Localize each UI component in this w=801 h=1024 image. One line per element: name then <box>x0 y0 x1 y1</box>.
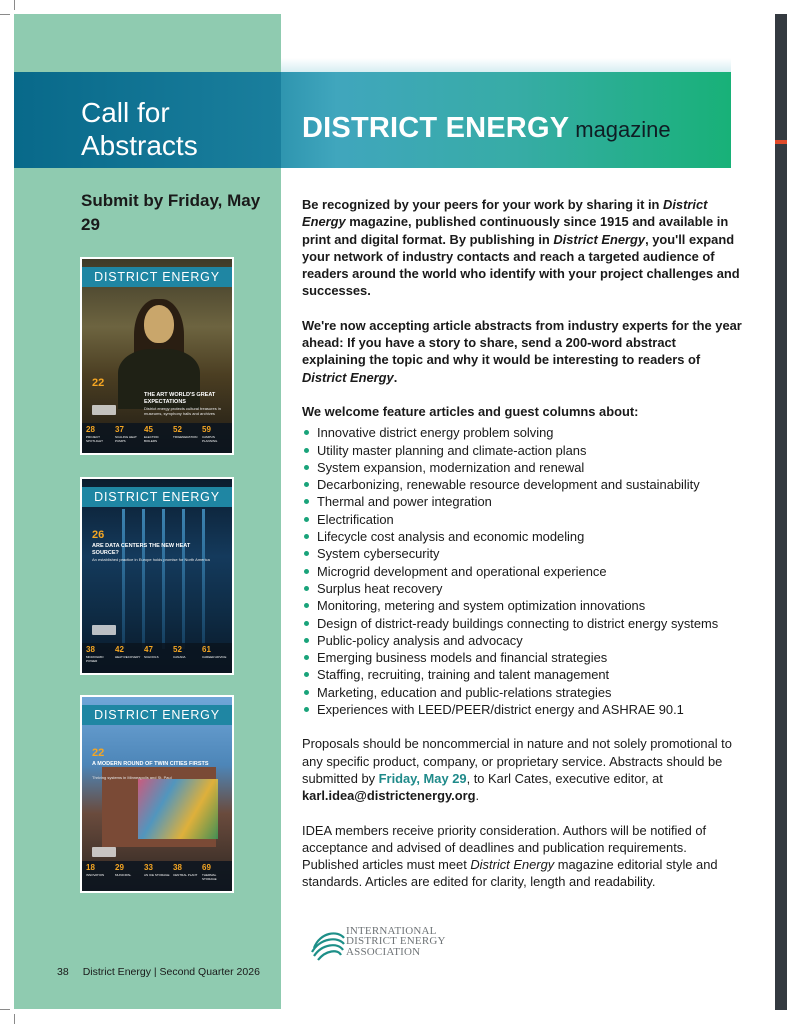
cover-artwork <box>162 509 165 649</box>
publication-name: District Energy <box>302 197 708 230</box>
page-edge-bar <box>775 14 787 1010</box>
publication-name: District Energy <box>553 231 646 247</box>
cover-contents-text: CAREER ADVICE <box>202 655 227 659</box>
cover-contents-item <box>202 863 228 889</box>
cover-feature-title: A MODERN ROUND OF TWIN CITIES FIRSTS <box>92 761 209 767</box>
publication-name: District Energy <box>470 857 555 873</box>
call-for-abstracts-title: Call for Abstracts <box>81 97 198 161</box>
cover-contents-number: 18 <box>86 863 95 872</box>
cover-contents-number: 29 <box>115 863 124 872</box>
page-footer <box>57 966 260 978</box>
topic-item: System expansion, modernization and renewal <box>302 459 742 476</box>
cover-contents-number: 52 <box>173 425 182 434</box>
cover-contents-item <box>86 863 112 889</box>
cover-contents-item <box>202 425 228 451</box>
proposals-text: Proposals should be noncommercial in nature and not solely promotional to any specific product, company, or proprietary service. Abstracts should be submitted by <box>302 736 732 786</box>
cover-feature-number: 26 <box>92 529 105 541</box>
cover-contents-number: 52 <box>173 645 182 654</box>
topic-item: Electrification <box>302 511 742 528</box>
cover-banner: DISTRICT ENERGY <box>82 267 232 287</box>
cover-feature-title: ARE DATA CENTERS THE NEW HEAT SOURCE? <box>92 543 191 556</box>
cover-contents-text: INNOVATION <box>86 873 105 877</box>
cover-contents-text: SCHOOLS <box>144 655 159 659</box>
magazine-title <box>302 112 671 145</box>
topic-item: Monitoring, metering and system optimization innovations <box>302 597 742 614</box>
cover-contents-item <box>144 425 170 451</box>
cover-contents-number: 42 <box>115 645 124 654</box>
cover-contents-item <box>86 645 112 671</box>
cover-contents-item <box>173 863 199 889</box>
topic-item: Public-policy analysis and advocacy <box>302 632 742 649</box>
cover-contents-text: MUNICIPAL <box>115 873 132 877</box>
cover-contents-number: 69 <box>202 863 211 872</box>
intro-text: , you'll expand your network of industry contacts and reach a targeted audience of readers around the world who identify with your project challenges and successes. <box>302 231 740 299</box>
cover-artwork-face <box>144 305 174 343</box>
cover-banner: DISTRICT ENERGY <box>82 705 232 725</box>
cover-contents-strip <box>82 423 232 453</box>
cover-contents-number: 28 <box>86 425 95 434</box>
cover-feature-subtitle: Thriving systems in Minneapolis and St. Paul <box>92 775 172 780</box>
magazine-word: magazine <box>575 117 671 142</box>
crop-mark <box>0 14 10 15</box>
cover-contents-text: CAMPUS PLANNING <box>202 435 218 443</box>
cover-contents-item <box>202 645 228 671</box>
cover-contents-item <box>144 863 170 889</box>
cover-contents-item <box>173 425 199 451</box>
cover-contents-strip <box>82 643 232 673</box>
cover-contents-item <box>173 645 199 671</box>
topic-item: Innovative district energy problem solving <box>302 424 742 441</box>
cover-contents-item <box>86 425 112 451</box>
topic-item: Thermal and power integration <box>302 493 742 510</box>
intro-text: Be recognized by your peers for your work by sharing it in <box>302 197 664 212</box>
cover-feature-title: THE ART WORLD'S GREAT EXPECTATIONS <box>144 392 216 405</box>
magazine-cover <box>80 257 234 455</box>
proposals-text: . <box>475 788 480 804</box>
cover-contents-number: 59 <box>202 425 211 434</box>
cover-contents-number: 47 <box>144 645 153 654</box>
page-number: 38 <box>57 966 69 978</box>
accepting-text: We're now accepting article abstracts from industry experts for the year ahead: If you have a story to share, send a 200-word abstract explaining the topic and why it would be interesting to readers of <box>302 317 742 368</box>
accepting-text: . <box>393 369 398 385</box>
topic-item: Microgrid development and operational experience <box>302 563 742 580</box>
cover-contents-number: 38 <box>86 645 95 654</box>
publication-issue: District Energy | Second Quarter 2026 <box>82 966 260 978</box>
header-fade <box>281 58 731 72</box>
publication-name: District Energy <box>302 369 394 385</box>
cover-feature-number: 22 <box>92 747 105 759</box>
intro-text: magazine, published continuously since 1915 and available in print and digital format. By publishing in <box>302 214 729 247</box>
submit-deadline: Submit by Friday, May 29 <box>81 191 261 234</box>
cover-contents-text: CENTRAL PLANT <box>173 873 198 877</box>
cover-contents-item <box>144 645 170 671</box>
deadline-highlight: Friday, May 29 <box>378 770 467 786</box>
cover-feature-number: 22 <box>92 377 105 389</box>
magazine-cover <box>80 695 234 893</box>
editor-email-link[interactable]: karl.idea@districtenergy.org <box>302 788 476 804</box>
cover-contents-text: MICROGRID POWER <box>86 655 104 663</box>
topic-item: Utility master planning and climate-action plans <box>302 442 742 459</box>
cover-contents-item <box>115 425 141 451</box>
crop-mark <box>14 1014 15 1024</box>
cover-contents-text: PROJECT SPOTLIGHT <box>86 435 104 443</box>
idea-logo-text <box>346 926 446 957</box>
topic-item: System cybersecurity <box>302 545 742 562</box>
logo-line: DISTRICT ENERGY <box>346 935 446 948</box>
cover-feature-subtitle: An established practice in Europe holds promise for North America <box>92 557 210 562</box>
cover-artwork <box>202 509 205 649</box>
cover-contents-text: THERMAL STORAGE <box>202 873 217 881</box>
topic-item: Marketing, education and public-relations strategies <box>302 684 742 701</box>
topics-list <box>302 424 742 718</box>
cover-contents-strip <box>82 861 232 891</box>
cover-artwork-mural <box>138 779 218 839</box>
crop-mark <box>0 1009 10 1010</box>
logo-line: INTERNATIONAL <box>346 925 437 937</box>
cover-logo <box>92 625 116 635</box>
proposals-text: , to Karl Cates, executive editor, at <box>466 770 663 786</box>
cover-contents-item <box>115 863 141 889</box>
cover-contents-text: ELECTRIC BOILERS <box>144 435 159 443</box>
topics-heading: We welcome feature articles and guest columns about: <box>302 403 639 419</box>
cover-contents-number: 61 <box>202 645 211 654</box>
crop-mark <box>14 0 15 10</box>
cover-banner: DISTRICT ENERGY <box>82 487 232 507</box>
topic-item: Decarbonizing, renewable resource development and sustainability <box>302 476 742 493</box>
members-text: IDEA members receive priority consideration. Authors will be notified of acceptance and advised of deadlines and publication requirements. Published articles must meet <box>302 822 707 873</box>
cover-contents-item <box>115 645 141 671</box>
magazine-name: DISTRICT ENERGY <box>302 112 570 144</box>
cover-contents-text: CANADA <box>173 655 186 659</box>
proposals-paragraph <box>302 735 742 804</box>
topic-item: Emerging business models and financial strategies <box>302 649 742 666</box>
magazine-cover <box>80 477 234 675</box>
cover-logo <box>92 847 116 857</box>
accepting-paragraph <box>302 317 742 386</box>
cover-artwork <box>182 509 185 649</box>
topic-item: Experiences with LEED/PEER/district energy and ASHRAE 90.1 <box>302 701 742 718</box>
topic-item: Surplus heat recovery <box>302 580 742 597</box>
cover-contents-number: 37 <box>115 425 124 434</box>
cover-contents-text: AN ICE STORAGE <box>144 873 170 877</box>
members-text: magazine editorial style and standards. Articles are edited for clarity, length and readability. <box>302 857 718 890</box>
topic-item: Staffing, recruiting, training and talent management <box>302 666 742 683</box>
cover-logo <box>92 405 116 415</box>
cover-contents-number: 33 <box>144 863 153 872</box>
cover-contents-text: SCALING HEAT PUMPS <box>115 435 137 443</box>
intro-paragraph <box>302 196 742 300</box>
topic-item: Lifecycle cost analysis and economic modeling <box>302 528 742 545</box>
cover-contents-text: TRIGENERATION <box>173 435 198 439</box>
article-body <box>302 196 742 908</box>
page-edge-marker <box>775 140 787 144</box>
cover-contents-number: 45 <box>144 425 153 434</box>
cover-feature-subtitle: District energy protects cultural treasures in museums, symphony halls and archives <box>144 406 221 416</box>
cover-contents-text: HEAT RECOVERY <box>115 655 141 659</box>
logo-line: ASSOCIATION <box>346 945 421 958</box>
cover-artwork <box>142 509 145 649</box>
cover-contents-number: 38 <box>173 863 182 872</box>
members-paragraph <box>302 822 742 891</box>
cover-artwork <box>122 509 125 649</box>
topic-item: Design of district-ready buildings connecting to district energy systems <box>302 615 742 632</box>
